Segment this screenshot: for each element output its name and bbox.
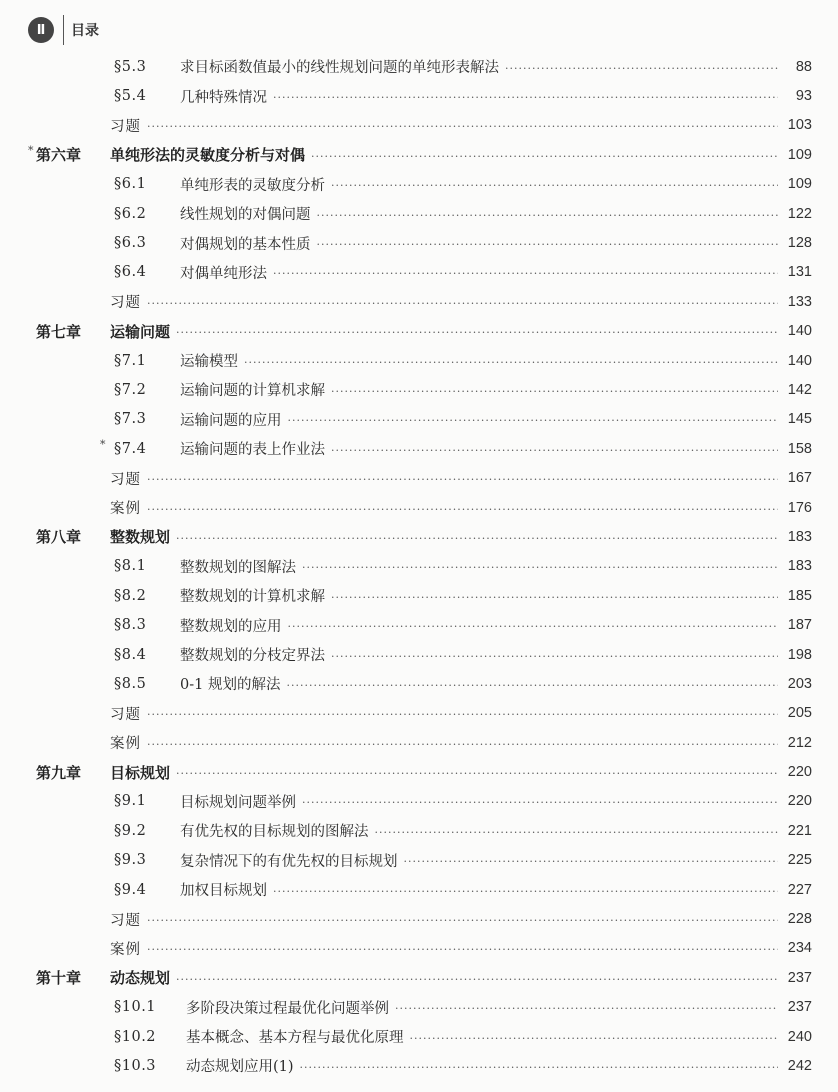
dot-leader (331, 382, 778, 398)
dot-leader (244, 353, 778, 369)
toc-misc-entry[interactable] (0, 287, 838, 316)
dot-leader (395, 999, 778, 1015)
toc-page-number: 220 (787, 793, 812, 810)
toc-section-entry[interactable] (0, 669, 838, 698)
toc-section-entry[interactable] (0, 375, 838, 404)
dot-leader (147, 705, 778, 721)
dot-leader (288, 411, 779, 427)
dot-leader (147, 735, 778, 751)
toc-page-number: 88 (795, 58, 812, 75)
dot-leader (331, 176, 778, 192)
toc-page-number: 128 (787, 235, 812, 252)
dot-leader (317, 206, 779, 222)
toc-entry-title: 习题 (110, 118, 141, 135)
toc-page-number: 122 (787, 205, 812, 222)
toc-page-number: 203 (787, 675, 812, 692)
toc-entry-title: 动态规划应用(1) (186, 1059, 294, 1076)
toc-page-number: 140 (787, 352, 812, 369)
page-header (28, 13, 99, 47)
toc-entry-title: 几种特殊情况 (180, 89, 267, 106)
dot-leader (302, 558, 778, 574)
toc-entry-number: §8.3 (114, 617, 147, 634)
toc-misc-entry[interactable] (0, 463, 838, 492)
toc-entry-title: 整数规划 (110, 528, 171, 547)
toc-page-number: 240 (787, 1028, 812, 1045)
page-number-badge: Ⅱ (28, 17, 54, 43)
toc-entry-title: 习题 (110, 295, 141, 312)
toc-entry-title: 习题 (110, 706, 141, 723)
toc-page-number: 133 (787, 293, 812, 310)
toc-page-number: 145 (787, 411, 812, 428)
toc-page-number: 103 (787, 117, 812, 134)
dot-leader (147, 940, 778, 956)
toc-entry-title: 习题 (110, 471, 141, 488)
optional-marker: * (100, 438, 106, 452)
toc-page-number: 234 (787, 940, 812, 957)
toc-entry-title: 运输问题的应用 (180, 412, 282, 429)
dot-leader (273, 88, 778, 104)
toc-entry-title: 线性规划的对偶问题 (180, 207, 311, 224)
toc-page-number: 176 (787, 499, 812, 516)
toc-entry-title: 对偶单纯形法 (180, 265, 267, 282)
dot-leader (311, 147, 778, 163)
toc-misc-entry[interactable] (0, 904, 838, 933)
dot-leader (317, 235, 779, 251)
toc-section-entry[interactable] (0, 552, 838, 581)
toc-section-entry[interactable] (0, 81, 838, 110)
toc-misc-entry[interactable] (0, 493, 838, 522)
toc-page-number: 167 (787, 470, 812, 487)
toc-entry-number: §7.1 (114, 352, 147, 369)
dot-leader (176, 970, 778, 986)
toc-entry-number: §6.3 (114, 235, 147, 252)
dot-leader (176, 323, 778, 339)
toc-entry-title: 运输问题的表上作业法 (180, 442, 325, 459)
toc-page-number: 142 (787, 381, 812, 398)
toc-entry-title: 运输问题 (110, 322, 171, 341)
toc-section-entry[interactable] (0, 787, 838, 816)
optional-marker: * (28, 144, 34, 158)
dot-leader (273, 264, 778, 280)
dot-leader (286, 676, 778, 692)
toc-page-number: 212 (787, 734, 812, 751)
dot-leader (147, 294, 778, 310)
toc-section-entry[interactable] (0, 816, 838, 845)
toc-section-entry[interactable] (0, 1051, 838, 1080)
toc-page-number: 221 (787, 822, 812, 839)
toc-entry-title: 运输模型 (180, 354, 238, 371)
dot-leader (375, 823, 779, 839)
toc-section-entry[interactable] (0, 199, 838, 228)
toc-section-entry[interactable] (0, 640, 838, 669)
toc-entry-title: 习题 (110, 912, 141, 929)
toc-entry-number: §5.4 (114, 88, 147, 105)
toc-entry-title: 整数规划的分枝定界法 (180, 648, 325, 664)
toc-page-number: 220 (787, 764, 812, 781)
header-divider (63, 15, 64, 45)
toc-page-number: 109 (787, 146, 812, 163)
toc-section-entry[interactable] (0, 610, 838, 639)
toc-entry-number: §9.3 (114, 852, 147, 869)
toc-chapter-entry[interactable] (0, 317, 838, 346)
toc-entry-title: 整数规划的图解法 (180, 559, 296, 576)
toc-entry-title: 求目标函数值最小的线性规划问题的单纯形表解法 (180, 60, 499, 77)
dot-leader (147, 500, 778, 516)
toc-section-entry[interactable] (0, 1022, 838, 1051)
toc-page-number: 158 (787, 440, 812, 457)
toc-section-entry[interactable] (0, 434, 838, 463)
toc-section-entry[interactable] (0, 846, 838, 875)
toc-page-number: 187 (787, 617, 812, 634)
dot-leader (288, 617, 779, 633)
toc-section-entry[interactable] (0, 346, 838, 375)
table-of-contents (0, 52, 838, 1081)
dot-leader (147, 470, 778, 486)
toc-entry-number: §7.3 (114, 411, 147, 428)
toc-entry-title: 运输问题的计算机求解 (180, 383, 325, 400)
dot-leader (331, 647, 778, 663)
page-title: 目录 (71, 23, 99, 39)
toc-page-number: 237 (787, 999, 812, 1016)
toc-entry-title: 案例 (110, 501, 141, 518)
toc-page-number: 131 (787, 264, 812, 281)
toc-chapter-entry[interactable] (0, 757, 838, 786)
toc-page-number: 242 (787, 1057, 812, 1074)
dot-leader (302, 793, 778, 809)
toc-entry-title: 案例 (110, 736, 141, 753)
toc-misc-entry[interactable] (0, 111, 838, 140)
toc-entry-title: 目标规划问题举例 (180, 794, 296, 811)
toc-page-number: 183 (787, 528, 812, 545)
toc-entry-number: §8.1 (114, 558, 147, 575)
toc-chapter-entry[interactable] (0, 522, 838, 551)
toc-entry-number: §7.2 (114, 381, 147, 398)
toc-entry-number: §7.4 (114, 440, 147, 457)
toc-entry-title: 复杂情况下的有优先权的目标规划 (180, 853, 398, 870)
toc-entry-number: §10.2 (114, 1028, 157, 1045)
dot-leader (176, 529, 778, 545)
toc-entry-title: 整数规划的计算机求解 (180, 589, 325, 606)
dot-leader (147, 117, 778, 133)
dot-leader (410, 1029, 779, 1045)
toc-entry-number: 第六章 (36, 146, 82, 165)
toc-entry-number: §5.3 (114, 58, 147, 75)
toc-entry-title: 动态规划 (110, 969, 171, 988)
toc-entry-title: 案例 (110, 941, 141, 958)
toc-section-entry[interactable] (0, 228, 838, 257)
toc-misc-entry[interactable] (0, 699, 838, 728)
toc-page-number: 93 (795, 88, 812, 105)
toc-entry-title: 单纯形表的灵敏度分析 (180, 177, 325, 194)
toc-section-entry[interactable] (0, 581, 838, 610)
toc-entry-number: §8.2 (114, 587, 147, 604)
toc-entry-number: §6.1 (114, 176, 147, 193)
toc-entry-title: 基本概念、基本方程与最优化原理 (186, 1030, 404, 1047)
toc-section-entry[interactable] (0, 170, 838, 199)
dot-leader (505, 59, 778, 75)
toc-misc-entry[interactable] (0, 934, 838, 963)
toc-entry-title: 对偶规划的基本性质 (180, 236, 311, 253)
toc-entry-number: 第十章 (36, 969, 82, 988)
toc-entry-title: 0-1 规划的解法 (180, 677, 281, 694)
toc-page-number: 183 (787, 558, 812, 575)
toc-entry-title: 单纯形法的灵敏度分析与对偶 (110, 146, 306, 165)
dot-leader (300, 1058, 778, 1074)
dot-leader (147, 911, 778, 927)
toc-page-number: 198 (787, 646, 812, 663)
dot-leader (404, 852, 779, 868)
toc-chapter-entry[interactable] (0, 140, 838, 169)
toc-section-entry[interactable] (0, 405, 838, 434)
toc-entry-number: §9.2 (114, 822, 147, 839)
toc-page-number: 205 (787, 705, 812, 722)
toc-entry-number: §10.1 (114, 999, 157, 1016)
toc-page-number: 237 (787, 969, 812, 986)
toc-entry-number: §9.4 (114, 881, 147, 898)
toc-entry-title: 加权目标规划 (180, 883, 267, 900)
toc-page-number: 225 (787, 852, 812, 869)
toc-entry-title: 有优先权的目标规划的图解法 (180, 824, 369, 841)
dot-leader (331, 588, 778, 604)
toc-page-number: 228 (787, 911, 812, 928)
toc-section-entry[interactable] (0, 52, 838, 81)
toc-entry-number: §8.4 (114, 646, 147, 663)
toc-page-number: 185 (787, 587, 812, 604)
toc-page-number: 227 (787, 881, 812, 898)
toc-page-number: 109 (787, 176, 812, 193)
toc-chapter-entry[interactable] (0, 963, 838, 992)
toc-page-number: 140 (787, 323, 812, 340)
toc-entry-title: 目标规划 (110, 763, 171, 782)
toc-entry-number: §10.3 (114, 1057, 157, 1074)
toc-entry-number: 第八章 (36, 528, 82, 547)
toc-section-entry[interactable] (0, 258, 838, 287)
toc-entry-title: 多阶段决策过程最优化问题举例 (186, 1000, 389, 1017)
toc-entry-number: §6.4 (114, 264, 147, 281)
dot-leader (176, 764, 778, 780)
toc-section-entry[interactable] (0, 993, 838, 1022)
toc-entry-title: 整数规划的应用 (180, 618, 282, 635)
toc-entry-number: §8.5 (114, 675, 147, 692)
toc-entry-number: 第七章 (36, 322, 82, 341)
dot-leader (273, 882, 778, 898)
dot-leader (331, 441, 778, 457)
toc-entry-number: §9.1 (114, 793, 147, 810)
toc-entry-number: §6.2 (114, 205, 147, 222)
toc-misc-entry[interactable] (0, 728, 838, 757)
toc-section-entry[interactable] (0, 875, 838, 904)
toc-entry-number: 第九章 (36, 763, 82, 782)
